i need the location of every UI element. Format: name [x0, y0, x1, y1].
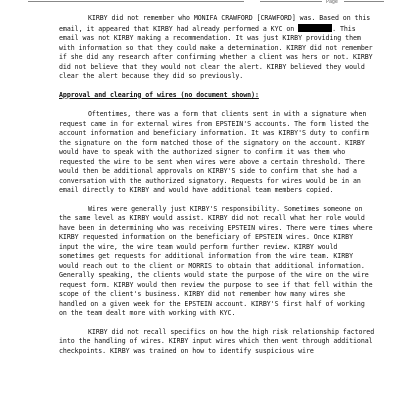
page-label: Page: [326, 0, 338, 5]
paragraph-high-risk: KIRBY did not recall specifics on how the high risk relationship factored into the handling of wires. KIRBY input wires which then went through additional checkpoints. KIRBY was trained on how to identify suspicious wire: [59, 327, 375, 355]
section-heading: Approval and clearing of wires (no document shown):: [59, 90, 259, 99]
header-rule: [28, 0, 400, 3]
paragraph-wire-responsibility: Wires were generally just KIRBY'S responsibility. Sometimes someone on the same level as KIRBY would assist. KIRBY did not recall what her role would have been in determining who was receiving EPSTEIN wires. There were times where KIRBY requested information on the beneficiary of EPSTEIN wires. Once KIRBY input the wire, the wire team would perform further review. KIRBY would sometimes get requests for additional information from the wire team. KIRBY would reach out to the client or MORRIS to obtain that additional information. Generally speaking, the clients would state the purpose of the wire on the wire request form. KIRBY would then review the purpose to see if that fell within the scope of the client's business. KIRBY did not remember how many wires she handled on a given week for the EPSTEIN account. KIRBY'S first half of working on the team dealt more with working with KYC.: [59, 204, 373, 317]
paragraph-kyc-alert: KIRBY did not remember who MONIFA CRAWFORD [CRAWFORD] was. Based on this email, it appeared that KIRBY had already performed a KYC on . This email was not KIRBY making a recommendation. It was just KIRBY providing them with information so that they could make a determination. KIRBY did not remember if she did any research after confirming whether a client was hers or not. KIRBY did not believe that they would not clear the alert. KIRBY believed they would clear the alert because they did so previously.: [59, 14, 373, 80]
document-body: [59, 14, 375, 365]
redaction-block: [298, 24, 332, 32]
paragraph-wire-form: Oftentimes, there was a form that clients sent in with a signature when request came in for external wires from EPSTEIN'S accounts. The form listed the account information and beneficiary information. It was KIRBY'S duty to confirm the signature on the form matched those of the signatory on the account. KIRBY would have to speak with the authorized signer to confirm it was them who requested the wire to be sent when wires were above a certain threshold. There would then be additional approvals on KIRBY'S side to confirm that she had a conversation with the authorized signatory. Requests for wires would be in an email directly to KIRBY and would have additional team members copied.: [59, 110, 369, 194]
